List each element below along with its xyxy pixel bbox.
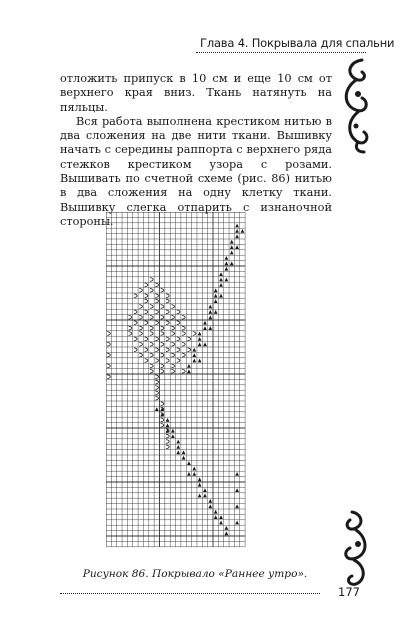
stitch-curve (166, 445, 169, 449)
stitch-curve (155, 380, 158, 384)
stitch-curve (187, 348, 190, 352)
stitch-triangle (208, 504, 212, 508)
stitch-triangle (198, 483, 202, 487)
stitch-triangle (198, 494, 202, 498)
stitch-triangle (214, 515, 218, 519)
stitch-curve (150, 369, 153, 373)
stitch-curve (171, 342, 174, 346)
stitch-triangle (203, 321, 207, 325)
stitch-curve (150, 305, 153, 309)
flourish-swirl-icon (334, 508, 376, 590)
stitch-curve (166, 310, 169, 314)
stitch-curve (171, 305, 174, 309)
flourish-swirl-icon (336, 56, 376, 156)
stitch-triangle (208, 315, 212, 319)
stitch-triangle (198, 337, 202, 341)
stitch-curve (161, 423, 164, 427)
stitch-triangle (182, 456, 186, 460)
stitch-curve (166, 434, 169, 438)
stitch-curve (155, 375, 158, 379)
stitch-curve (182, 315, 185, 319)
stitch-triangle (219, 521, 223, 525)
stitch-triangle (192, 472, 196, 476)
stitch-triangle (230, 261, 234, 265)
stitch-triangle (198, 477, 202, 481)
stitch-triangle (225, 267, 229, 271)
stitch-triangle (192, 348, 196, 352)
stitch-curve (150, 288, 153, 292)
stitch-triangle (235, 488, 239, 492)
stitch-curve (166, 348, 169, 352)
stitch-curve (139, 342, 142, 346)
stitch-curve (134, 337, 137, 341)
stitch-triangle (208, 326, 212, 330)
stitch-curve (171, 315, 174, 319)
stitch-triangle (230, 240, 234, 244)
stitch-triangle (230, 245, 234, 249)
stitch-curve (155, 294, 158, 298)
stitch-triangle (214, 294, 218, 298)
pattern-grid (106, 212, 245, 547)
stitch-curve (161, 418, 164, 422)
stitch-triangle (187, 461, 191, 465)
stitch-curve (161, 326, 164, 330)
stitch-curve (145, 310, 148, 314)
footer-divider (60, 593, 320, 594)
page-number: 177 (338, 585, 360, 599)
stitch-triangle (235, 245, 239, 249)
stitch-triangle (219, 272, 223, 276)
stitch-curve (161, 315, 164, 319)
stitch-curve (161, 402, 164, 406)
stitch-triangle (219, 283, 223, 287)
stitch-curve (161, 364, 164, 368)
stitch-curve (187, 337, 190, 341)
stitch-triangle (203, 326, 207, 330)
stitch-curve (107, 375, 110, 379)
stitch-curve (139, 353, 142, 357)
stitch-curve (145, 359, 148, 363)
stitch-curve (134, 294, 137, 298)
stitch-triangle (208, 305, 212, 309)
figure-caption: Рисунок 86. Покрывало «Раннее утро». (82, 568, 308, 580)
stitch-curve (139, 305, 142, 309)
header-divider (196, 52, 366, 53)
stitch-triangle (214, 299, 218, 303)
body-text (60, 72, 332, 229)
stitch-curve (139, 326, 142, 330)
paragraph-continuation: отложить припуск в 10 см и еще 10 см от верхнего края вниз. Ткань натянуть на пяльцы. (60, 72, 332, 114)
stitch-triangle (166, 418, 170, 422)
stitch-triangle (225, 526, 229, 530)
stitch-curve (166, 359, 169, 363)
stitch-triangle (171, 434, 175, 438)
stitch-triangle (225, 278, 229, 282)
stitch-curve (134, 348, 137, 352)
stitch-curve (129, 315, 132, 319)
stitch-triangle (198, 359, 202, 363)
stitch-curve (161, 342, 164, 346)
stitch-curve (182, 342, 185, 346)
stitch-curve (177, 310, 180, 314)
stitch-curve (134, 310, 137, 314)
stitch-curve (145, 337, 148, 341)
stitch-triangle (225, 531, 229, 535)
stitch-curve (145, 321, 148, 325)
stitch-triangle (219, 278, 223, 282)
stitch-curve (161, 305, 164, 309)
stitch-curve (134, 321, 137, 325)
stitch-curve (177, 348, 180, 352)
stitch-curve (155, 299, 158, 303)
stitch-curve (161, 288, 164, 292)
stitch-triangle (208, 499, 212, 503)
stitch-curve (139, 315, 142, 319)
stitch-curve (145, 299, 148, 303)
stitch-curve (155, 321, 158, 325)
stitch-triangle (182, 450, 186, 454)
stitch-curve (161, 332, 164, 336)
stitch-curve (139, 288, 142, 292)
stitch-curve (171, 369, 174, 373)
stitch-curve (145, 283, 148, 287)
stitch-triangle (155, 407, 159, 411)
stitch-curve (129, 326, 132, 330)
stitch-triangle (208, 310, 212, 314)
stitch-curve (177, 337, 180, 341)
stitch-triangle (225, 256, 229, 260)
stitch-curve (182, 332, 185, 336)
stitch-curve (177, 359, 180, 363)
chapter-header: Глава 4. Покрывала для спальни (200, 36, 395, 50)
stitch-curve (193, 332, 196, 336)
stitch-curve (107, 342, 110, 346)
stitch-triangle (192, 353, 196, 357)
stitch-triangle (171, 429, 175, 433)
stitch-triangle (203, 494, 207, 498)
stitch-triangle (203, 488, 207, 492)
stitch-triangle (187, 369, 191, 373)
stitch-triangle (214, 310, 218, 314)
stitch-curve (145, 348, 148, 352)
stitch-triangle (214, 288, 218, 292)
stitch-curve (155, 283, 158, 287)
stitch-curve (129, 332, 132, 336)
stitch-curve (166, 321, 169, 325)
stitch-curve (177, 321, 180, 325)
stitch-curve (150, 278, 153, 282)
stitch-curve (161, 369, 164, 373)
embroidery-pattern-chart (106, 212, 246, 548)
stitch-triangle (203, 342, 207, 346)
stitch-triangle (198, 332, 202, 336)
stitch-curve (107, 332, 110, 336)
stitch-triangle (176, 450, 180, 454)
stitch-curve (155, 396, 158, 400)
stitch-curve (155, 391, 158, 395)
stitch-curve (161, 353, 164, 357)
stitch-triangle (219, 294, 223, 298)
stitch-curve (166, 294, 169, 298)
stitch-curve (150, 364, 153, 368)
stitch-triangle (235, 521, 239, 525)
stitch-curve (155, 348, 158, 352)
stitch-curve (171, 326, 174, 330)
stitch-curve (150, 315, 153, 319)
stitch-triangle (192, 359, 196, 363)
stitch-curve (145, 294, 148, 298)
stitch-curve (107, 364, 110, 368)
stitch-triangle (225, 261, 229, 265)
stitch-curve (171, 332, 174, 336)
stitch-curve (150, 326, 153, 330)
stitch-curve (182, 369, 185, 373)
stitch-curve (107, 353, 110, 357)
stitch-curve (155, 310, 158, 314)
stitch-curve (150, 332, 153, 336)
stitch-curve (166, 299, 169, 303)
stitch-triangle (214, 510, 218, 514)
stitch-curve (150, 342, 153, 346)
stitch-curve (171, 353, 174, 357)
stitch-curve (155, 359, 158, 363)
paragraph-instructions: Вся работа выполнена крестиком нитью в два сложения на две нити ткани. Вышивку начать с середины раппорта с верхнего ряда стежков крестиком узора с розами. Вышивать по счетной схеме (рис. 86) нитью в два сложения на одну клетку ткани. Вышивку слегка отпарить с изнаночной стороны. (60, 114, 332, 228)
stitch-curve (150, 353, 153, 357)
stitch-curve (182, 326, 185, 330)
stitch-triangle (192, 467, 196, 471)
stitch-curve (155, 386, 158, 390)
stitch-triangle (176, 445, 180, 449)
stitch-curve (182, 353, 185, 357)
stitch-triangle (187, 472, 191, 476)
stitch-triangle (235, 224, 239, 228)
stitch-triangle (235, 234, 239, 238)
stitch-curve (166, 337, 169, 341)
stitch-triangle (230, 251, 234, 255)
stitch-triangle (187, 364, 191, 368)
stitch-triangle (235, 504, 239, 508)
stitch-triangle (176, 440, 180, 444)
stitch-triangle (198, 342, 202, 346)
stitch-curve (171, 364, 174, 368)
stitch-triangle (219, 515, 223, 519)
stitch-curve (166, 440, 169, 444)
stitch-triangle (235, 472, 239, 476)
stitch-triangle (241, 229, 245, 233)
stitch-curve (139, 332, 142, 336)
stitch-triangle (166, 423, 170, 427)
stitch-curve (155, 337, 158, 341)
stitch-triangle (235, 229, 239, 233)
